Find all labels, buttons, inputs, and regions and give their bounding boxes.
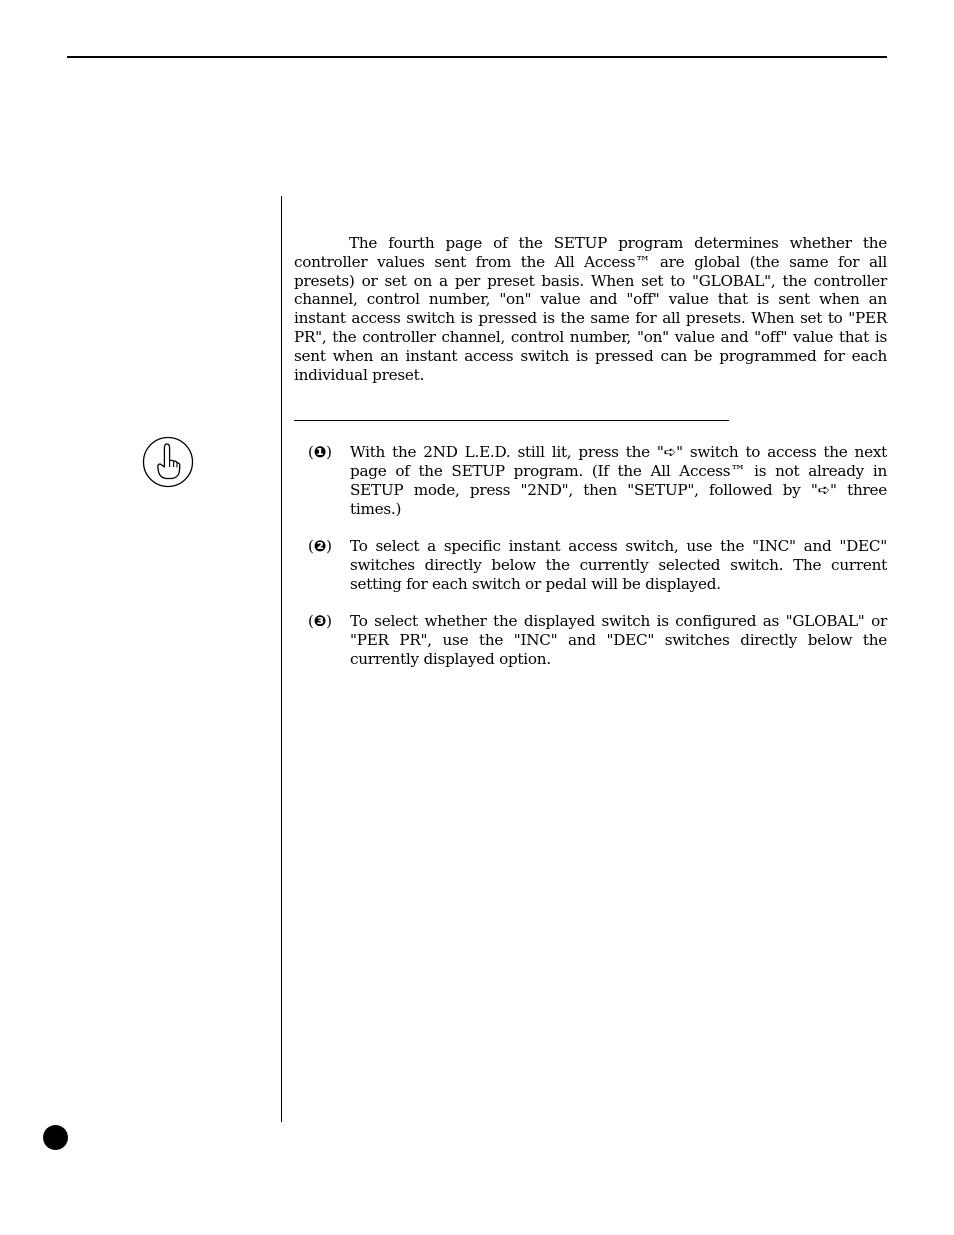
step-2: (❷) To select a specific instant access switch, use the "INC" and "DEC" switches directly below the currently selected switch. The current setting for each switch or pedal will be displayed. [308,537,887,593]
step-1: (❶) With the 2ND L.E.D. still lit, press the "➪" switch to access the next page of the SETUP program. (If the All Access™ is not already in SETUP mode, press "2ND", then "SETUP", followed by "➪" three times.) [308,443,887,518]
step-1-number: ❶ [313,443,327,461]
step-3-number: ❸ [313,612,327,630]
step-2-number: ❷ [313,537,327,555]
step-3: (❸) To select whether the displayed switch is configured as "GLOBAL" or "PER PR", use the "INC" and "DEC" switches directly below the currently displayed option. [308,612,887,668]
section-rule [294,420,729,421]
pointing-hand-icon [142,436,194,488]
step-2-text: To select a specific instant access switch, use the "INC" and "DEC" switches directly below the currently selected switch. The current setting for each switch or pedal will be displayed. [350,537,887,593]
page-marker [43,1125,68,1150]
intro-paragraph [294,234,887,384]
intro-text: The fourth page of the SETUP program determines whether the controller values sent from the All Access™ are global (the same for all presets) or set on a per preset basis. When set to "GLOBAL", the controller channel, control number, "on" value and "off" value that is sent when an instant access switch is pressed is the same for all presets. When set to "PER PR", the controller channel, control number, "on" value and "off" value that is sent when an instant access switch is pressed can be programmed for each individual preset. [294,234,887,384]
instruction-steps [308,443,887,687]
header-rule [67,56,887,58]
margin-rule [281,196,282,1122]
step-3-text: To select whether the displayed switch is configured as "GLOBAL" or "PER PR", use the "INC" and "DEC" switches directly below the currently displayed option. [350,612,887,668]
step-1-text: With the 2ND L.E.D. still lit, press the "➪" switch to access the next page of the SETUP program. (If the All Access™ is not already in SETUP mode, press "2ND", then "SETUP", followed by "➪" three times.) [350,443,887,518]
